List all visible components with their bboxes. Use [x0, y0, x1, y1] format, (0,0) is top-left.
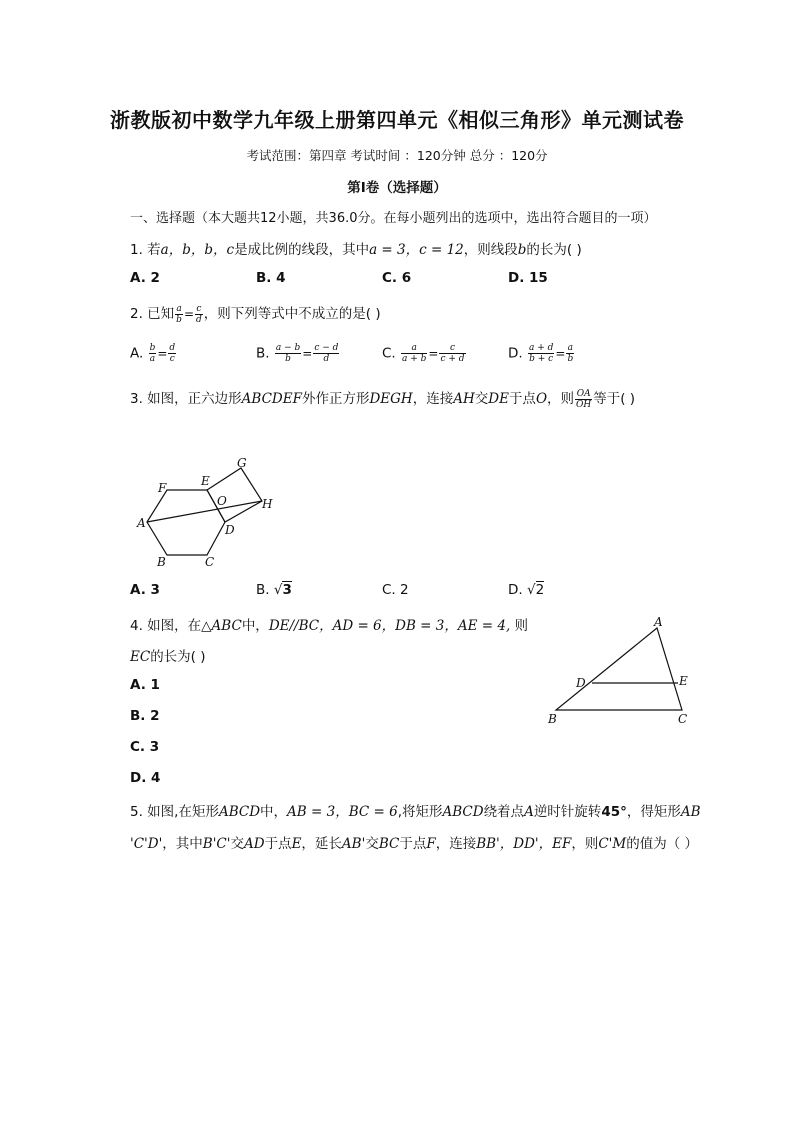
triangle-figure: [540, 610, 700, 730]
q2-option-d: D. $\frac{a + d}{b + c}$ = $\frac{a}{b}$: [508, 343, 574, 364]
q3-fraction: $\frac{OA}{OH}$: [576, 388, 592, 410]
label-a: A: [654, 615, 663, 629]
label-c: C: [678, 712, 688, 726]
q1-text: 1. 若: [130, 242, 161, 258]
question-1: [130, 238, 582, 258]
segment-ah: [147, 501, 262, 522]
q1-option-d: D. 15: [508, 270, 548, 286]
label-d: D: [576, 676, 586, 690]
question-2: [130, 302, 381, 325]
triangle-abc: [556, 628, 682, 710]
q4-option-d: D. 4: [130, 770, 161, 786]
q2-text: ，则下列等式中不成立的是( ): [203, 306, 381, 322]
question-4: 4. 如图，在△ABC中，DE//BC，AD = 6，DB = 3，AE = 4, 则: [130, 618, 529, 634]
question-4-line2: EC的长为( ): [130, 649, 206, 665]
q3-option-b: B. √3: [256, 582, 292, 598]
label-e: E: [679, 674, 688, 688]
q4-option-a: A. 1: [130, 677, 160, 693]
page-title: 浙教版初中数学九年级上册第四单元《相似三角形》单元测试卷: [110, 108, 684, 132]
label-b: B: [548, 712, 557, 726]
question-5-line2: 'C'D'，其中B'C'交AD于点E，延长AB'交BC于点F，连接BB'，DD'，EF，则C'M的值为（ ）: [130, 836, 699, 852]
q1-text: 是成比例的线段，其中: [234, 242, 370, 258]
exam-meta: 考试范围：第四章 考试时间 ：120分钟 总分 ：120分: [246, 148, 548, 163]
q1-vars: a，b，b，c: [160, 242, 235, 258]
label-c: C: [205, 555, 215, 569]
q2-option-a: A. $\frac{b}{a}$ = $\frac{d}{c}$: [130, 343, 176, 364]
square-degh: [207, 468, 262, 522]
q1-var-b: b: [517, 242, 527, 258]
q2-option-b: B. $\frac{a - b}{b}$ = $\frac{c - d}{d}$: [256, 343, 339, 364]
label-d: D: [225, 523, 235, 537]
q1-text: ，则线段: [463, 242, 518, 258]
q2-text: 2. 已知: [130, 306, 175, 322]
q3-option-d: D. √2: [508, 582, 545, 598]
q3-option-a: A. 3: [130, 582, 160, 598]
question-3: 3. 如图，正六边形ABCDEF外作正方形DEGH，连接AH交DE于点O，则 $\frac{OA}{OH}$ 等于( ): [130, 388, 636, 410]
q2-fraction-c-d: $\frac{c}{d}$: [196, 303, 202, 325]
label-b: B: [157, 555, 166, 569]
label-g: G: [237, 456, 247, 470]
label-o: O: [217, 494, 227, 508]
label-f: F: [158, 481, 167, 495]
q3-option-c: C. 2: [382, 582, 409, 598]
part-title: 第I卷（选择题）: [347, 180, 447, 196]
q2-equals: =: [183, 307, 194, 321]
q4-option-c: C. 3: [130, 739, 160, 755]
hexagon-square-figure: [125, 450, 285, 575]
hexagon-abcdef: [147, 490, 225, 555]
q1-option-c: C. 6: [382, 270, 412, 286]
q1-condition: a = 3，c = 12: [369, 242, 464, 258]
q1-option-a: A. 2: [130, 270, 160, 286]
q1-text: 的长为( ): [526, 242, 582, 258]
q2-option-c: C. $\frac{a}{a + b}$ = $\frac{c}{c + d}$: [382, 343, 465, 364]
section-heading: 一、选择题（本大题共12小题，共36.0分。在每小题列出的选项中，选出符合题目的一项）: [130, 211, 657, 226]
label-h: H: [262, 497, 273, 511]
q4-option-b: B. 2: [130, 708, 160, 724]
question-5: 5. 如图,在矩形ABCD中，AB = 3，BC = 6,将矩形ABCD绕着点A逆时针旋转45°，得矩形AB: [130, 804, 701, 820]
q2-fraction-a-b: $\frac{a}{b}$: [176, 303, 182, 325]
label-e: E: [201, 474, 210, 488]
label-a: A: [137, 516, 146, 530]
q1-option-b: B. 4: [256, 270, 286, 286]
